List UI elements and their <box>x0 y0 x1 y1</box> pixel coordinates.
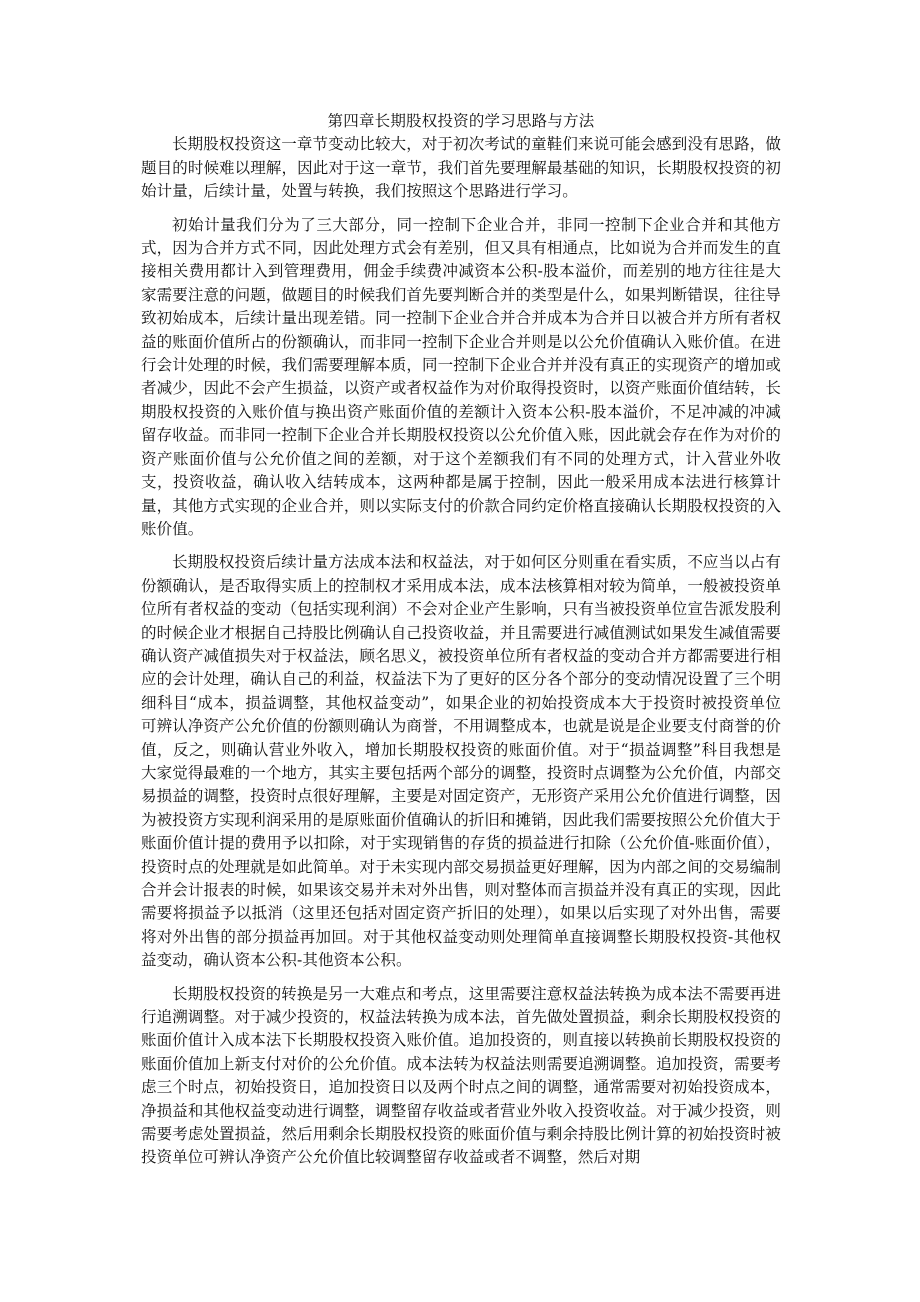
paragraph-intro: 长期股权投资这一章节变动比较大，对于初次考试的童鞋们来说可能会感到没有思路，做题目的时候难以理解，因此对于这一章节，我们首先要理解最基础的知识，长期股权投资的初始计量，后续计量，处置与转换，我们按照这个思路进行学习。 <box>141 135 781 201</box>
document-title: 第四章长期股权投资的学习思路与方法 <box>327 112 595 130</box>
paragraph-conversion: 长期股权投资的转换是另一大难点和考点，这里需要注意权益法转换为成本法不需要再进行追溯调整。对于减少投资的，权益法转换为成本法，首先做处置损益，剩余长期股权投资的账面价值计入成本法下长期股权投资入账价值。追加投资的，则直接以转换前长期股权投资的账面价值加上新支付对价的公允价值。成本法转为权益法则需要追溯调整。追加投资，需要考虑三个时点，初始投资日，追加投资日以及两个时点之间的调整，通常需要对初始投资成本，净损益和其他权益变动进行调整，调整留存收益或者营业外收入投资收益。对于减少投资，则需要考虑处置损益，然后用剩余长期股权投资的账面价值与剩余持股比例计算的初始投资时被投资单位可辨认净资产公允价值比较调整留存收益或者不调整，然后对期 <box>141 984 781 1167</box>
paragraph-initial-measurement: 初始计量我们分为了三大部分，同一控制下企业合并，非同一控制下企业合并和其他方式，因为合并方式不同，因此处理方式会有差别，但又具有相通点，比如说为合并而发生的直接相关费用都计入到管理费用，佣金手续费冲减资本公积-股本溢价，而差别的地方往往是大家需要注意的问题，做题目的时候我们首先要判断合并的类型是什么，如果判断错误，往往导致初始成本，后续计量出现差错。同一控制下企业合并合并成本为合并日以被合并方所有者权益的账面价值所占的份额确认，而非同一控制下企业合并则是以公允价值确认入账价值。在进行会计处理的时候，我们需要理解本质，同一控制下企业合并并没有真正的实现资产的增加或者减少，因此不会产生损益，以资产或者权益作为对价取得投资时，以资产账面价值结转，长期股权投资的入账价值与换出资产账面价值的差额计入资本公积-股本溢价，不足冲减的冲减留存收益。而非同一控制下企业合并长期股权投资以公允价值入账，因此就会存在作为对价的资产账面价值与公允价值之间的差额，对于这个差额我们有不同的处理方式，计入营业外收支，投资收益，确认收入结转成本，这两种都是属于控制，因此一般采用成本法进行核算计量，其他方式实现的企业合并，则以实际支付的价款合同约定价格直接确认长期股权投资的入账价值。 <box>141 215 781 538</box>
document-body <box>141 110 781 1180</box>
paragraph-subsequent-measurement: 长期股权投资后续计量方法成本法和权益法，对于如何区分则重在看实质，不应当以占有份额确认，是否取得实质上的控制权才采用成本法，成本法核算相对较为简单，一般被投资单位所有者权益的变动（包括实现利润）不会对企业产生影响，只有当被投资单位宣告派发股利的时候企业才根据自己持股比例确认自己投资收益，并且需要进行减值测试如果发生减值需要确认资产减值损失对于权益法，顾名思义，被投资单位所有者权益的变动合并方都需要进行相应的会计处理，确认自己的利益，权益法下为了更好的区分各个部分的变动情况设置了三个明细科目“成本，损益调整，其他权益变动”，如果企业的初始投资成本大于投资时被投资单位可辨认净资产公允价值的份额则确认为商誉，不用调整成本，也就是说是企业要支付商誉的价值，反之，则确认营业外收入，增加长期股权投资的账面价值。对于“损益调整”科目我想是大家觉得最难的一个地方，其实主要包括两个部分的调整，投资时点调整为公允价值，内部交易损益的调整，投资时点很好理解，主要是对固定资产，无形资产采用公允价值进行调整，因为被投资方实现利润采用的是原账面价值确认的折旧和摊销，因此我们需要按照公允价值大于账面价值计提的费用予以扣除，对于实现销售的存货的损益进行扣除（公允价值-账面价值），投资时点的处理就是如此简单。对于未实现内部交易损益更好理解，因为内部之间的交易编制合并会计报表的时候，如果该交易并未对外出售，则对整体而言损益并没有真正的实现，因此需要将损益予以抵消（这里还包括对固定资产折旧的处理），如果以后实现了对外出售，需要将对外出售的部分损益再加回。对于其他权益变动则处理简单直接调整长期股权投资-其他权益变动，确认资本公积-其他资本公积。 <box>141 553 781 970</box>
